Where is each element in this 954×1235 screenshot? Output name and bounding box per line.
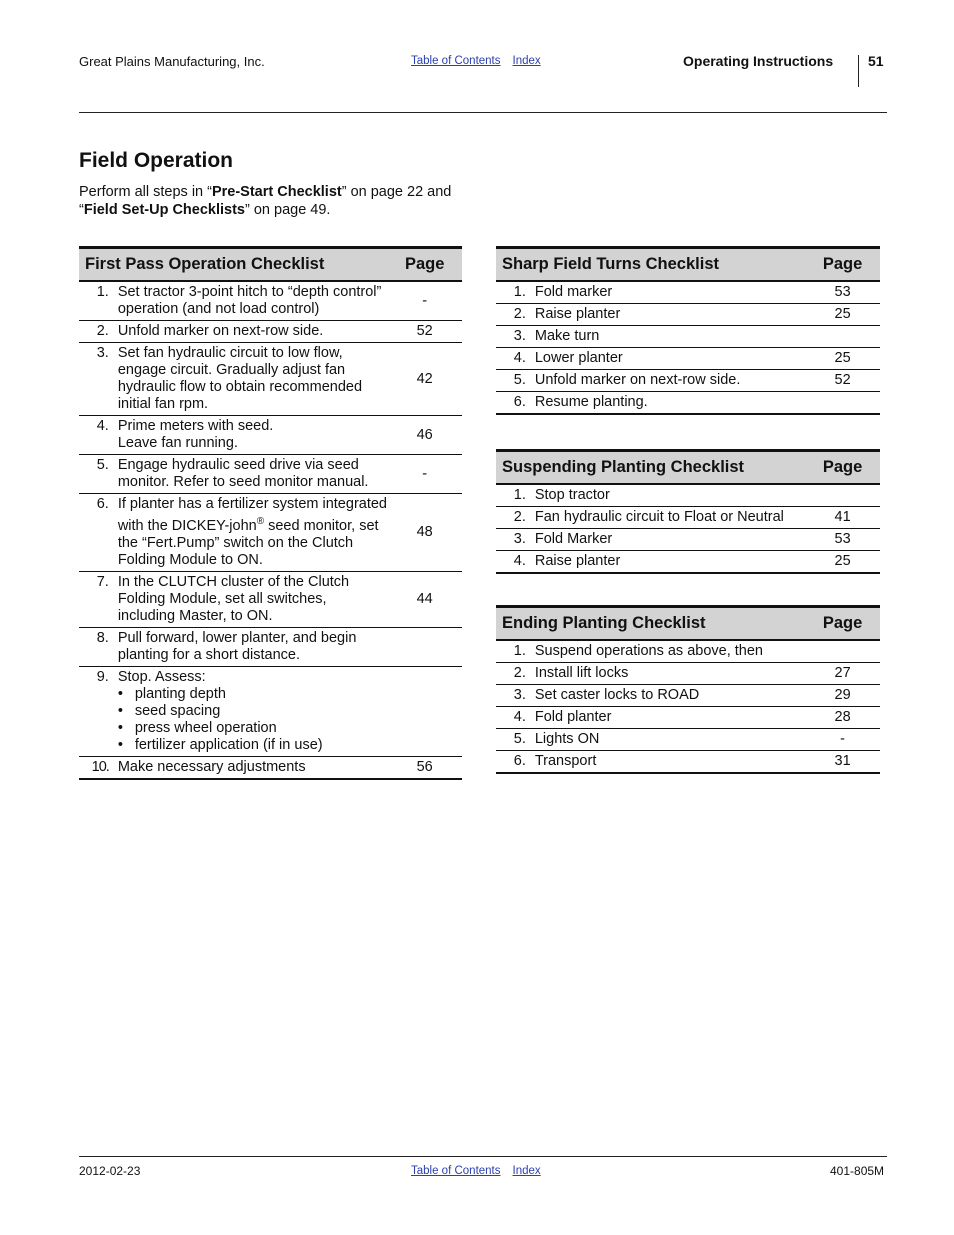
row-number: 3. bbox=[496, 529, 535, 551]
suspending-page-header: Page bbox=[805, 451, 880, 485]
table-row bbox=[496, 348, 880, 370]
bullet-item: • press wheel operation bbox=[118, 720, 388, 737]
row-text-line: Leave fan running. bbox=[117, 435, 238, 451]
header-toc-link[interactable]: Table of Contents bbox=[411, 55, 501, 67]
row-page bbox=[805, 484, 880, 507]
row-number: 2. bbox=[496, 663, 535, 685]
row-text: Make necessary adjustments bbox=[118, 756, 388, 779]
row-text bbox=[118, 666, 388, 756]
ending-checklist bbox=[496, 605, 880, 774]
row-number: 3. bbox=[79, 343, 118, 416]
intro-paragraph bbox=[79, 183, 469, 219]
table-row bbox=[496, 304, 880, 326]
row-number: 2. bbox=[496, 507, 535, 529]
table-row bbox=[496, 507, 880, 529]
row-text-b: seed monitor, set the “Fert.Pump” switch on the Clutch Folding Module to ON. bbox=[117, 517, 379, 568]
intro-text-2: ” on page 22 and “ bbox=[79, 184, 452, 218]
ending-title: Ending Planting Checklist bbox=[496, 607, 805, 641]
bullet-item: • planting depth bbox=[118, 686, 388, 703]
table-row bbox=[496, 392, 880, 415]
row-page: 28 bbox=[805, 707, 880, 729]
bullet-item: • fertilizer application (if in use) bbox=[118, 737, 388, 754]
row-number: 5. bbox=[79, 455, 118, 494]
table-row bbox=[496, 707, 880, 729]
row-number: 1. bbox=[496, 640, 535, 663]
row-text: Fold planter bbox=[535, 707, 805, 729]
row-number: 2. bbox=[496, 304, 535, 326]
header-nav bbox=[411, 55, 553, 67]
table-row bbox=[79, 281, 462, 321]
row-text: Fold marker bbox=[535, 281, 805, 304]
sharp-turns-checklist bbox=[496, 246, 880, 415]
row-text: Set caster locks to ROAD bbox=[535, 685, 805, 707]
table-row bbox=[496, 551, 880, 574]
row-number: 7. bbox=[79, 571, 118, 627]
row-number: 9. bbox=[79, 666, 118, 756]
table-row bbox=[79, 666, 462, 756]
row-page: 25 bbox=[805, 348, 880, 370]
table-row bbox=[79, 343, 462, 416]
row-text: Unfold marker on next-row side. bbox=[118, 321, 388, 343]
table-row bbox=[79, 416, 462, 455]
row-page bbox=[805, 392, 880, 415]
intro-text-3: ” on page 49. bbox=[245, 202, 331, 218]
intro-text-1: Perform all steps in “ bbox=[79, 184, 212, 200]
row-number: 5. bbox=[496, 729, 535, 751]
table-row bbox=[496, 685, 880, 707]
row-page: 25 bbox=[805, 551, 880, 574]
suspending-title: Suspending Planting Checklist bbox=[496, 451, 805, 485]
row-text: Raise planter bbox=[535, 304, 805, 326]
row-number: 10. bbox=[79, 756, 118, 779]
company-name: Great Plains Manufacturing, Inc. bbox=[79, 54, 265, 69]
row-number: 2. bbox=[79, 321, 118, 343]
footer-date: 2012-02-23 bbox=[79, 1164, 141, 1178]
table-row bbox=[79, 455, 462, 494]
row-text-line: Stop. Assess: bbox=[117, 668, 206, 685]
row-text: Fan hydraulic circuit to Float or Neutral bbox=[535, 507, 805, 529]
row-page: 41 bbox=[805, 507, 880, 529]
footer-doc-number: 401-805M bbox=[830, 1164, 885, 1178]
row-text: Unfold marker on next-row side. bbox=[535, 370, 805, 392]
table-row bbox=[79, 321, 462, 343]
row-number: 3. bbox=[496, 685, 535, 707]
row-number: 6. bbox=[496, 392, 535, 415]
row-text: In the CLUTCH cluster of the Clutch Folding Module, set all switches, including Master, to ON. bbox=[118, 571, 388, 627]
row-text: Suspend operations as above, then bbox=[535, 640, 805, 663]
footer-index-link[interactable]: Index bbox=[512, 1165, 541, 1177]
table-row bbox=[496, 663, 880, 685]
row-text-a: If planter has a fertilizer system integrated with the DICKEY-john bbox=[117, 496, 387, 534]
bullet-item: • seed spacing bbox=[118, 703, 388, 720]
assess-bullet-list bbox=[118, 686, 388, 754]
row-text: Engage hydraulic seed drive via seed monitor. Refer to seed monitor manual. bbox=[118, 455, 388, 494]
row-page: - bbox=[387, 281, 462, 321]
row-page: 29 bbox=[805, 685, 880, 707]
row-page: - bbox=[387, 455, 462, 494]
section-title: Operating Instructions bbox=[683, 53, 834, 69]
first-pass-checklist bbox=[79, 246, 462, 780]
registered-mark: ® bbox=[256, 516, 265, 527]
row-text: Lower planter bbox=[535, 348, 805, 370]
row-page: 42 bbox=[387, 343, 462, 416]
first-pass-title: First Pass Operation Checklist bbox=[79, 248, 387, 282]
row-page: 25 bbox=[805, 304, 880, 326]
ending-page-header: Page bbox=[805, 607, 880, 641]
header-rule bbox=[79, 112, 887, 113]
row-page: 52 bbox=[387, 321, 462, 343]
intro-bold-1: Pre-Start Checklist bbox=[211, 184, 342, 200]
table-row bbox=[496, 751, 880, 774]
row-page: 27 bbox=[805, 663, 880, 685]
table-row bbox=[496, 529, 880, 551]
row-text: Make turn bbox=[535, 326, 805, 348]
row-text: Install lift locks bbox=[535, 663, 805, 685]
table-row bbox=[79, 494, 462, 572]
footer-toc-link[interactable]: Table of Contents bbox=[411, 1165, 501, 1177]
row-text: Lights ON bbox=[535, 729, 805, 751]
table-row bbox=[79, 627, 462, 666]
row-number: 4. bbox=[496, 707, 535, 729]
row-page bbox=[805, 326, 880, 348]
table-row bbox=[496, 281, 880, 304]
row-text: Set fan hydraulic circuit to low flow, engage circuit. Gradually adjust fan hydraulic flow to obtain recommended initial fan rpm. bbox=[118, 343, 388, 416]
row-text: Transport bbox=[535, 751, 805, 774]
table-row bbox=[496, 326, 880, 348]
row-text bbox=[118, 494, 388, 572]
row-number: 4. bbox=[79, 416, 118, 455]
row-number: 1. bbox=[496, 484, 535, 507]
row-number: 8. bbox=[79, 627, 118, 666]
page-number: 51 bbox=[868, 53, 884, 69]
footer-rule bbox=[79, 1156, 887, 1157]
table-row bbox=[496, 640, 880, 663]
row-text-line: Prime meters with seed. bbox=[117, 418, 274, 434]
row-number: 6. bbox=[496, 751, 535, 774]
row-text: Pull forward, lower planter, and begin planting for a short distance. bbox=[118, 627, 388, 666]
row-text: Raise planter bbox=[535, 551, 805, 574]
intro-bold-2: Field Set-Up Checklists bbox=[83, 202, 245, 218]
row-text: Stop tractor bbox=[535, 484, 805, 507]
row-page: 53 bbox=[805, 529, 880, 551]
table-row bbox=[496, 729, 880, 751]
row-number: 5. bbox=[496, 370, 535, 392]
row-page: 52 bbox=[805, 370, 880, 392]
table-row bbox=[496, 370, 880, 392]
row-page: 56 bbox=[387, 756, 462, 779]
row-text: Fold Marker bbox=[535, 529, 805, 551]
row-page: - bbox=[805, 729, 880, 751]
row-page bbox=[805, 640, 880, 663]
row-text: Resume planting. bbox=[535, 392, 805, 415]
row-page: 48 bbox=[387, 494, 462, 572]
row-number: 4. bbox=[496, 551, 535, 574]
row-number: 6. bbox=[79, 494, 118, 572]
row-page: 44 bbox=[387, 571, 462, 627]
row-number: 1. bbox=[496, 281, 535, 304]
sharp-turns-page-header: Page bbox=[805, 248, 880, 282]
header-divider bbox=[858, 55, 859, 87]
row-page: 53 bbox=[805, 281, 880, 304]
row-number: 4. bbox=[496, 348, 535, 370]
row-text: Set tractor 3-point hitch to “depth control” operation (and not load control) bbox=[118, 281, 388, 321]
footer-nav bbox=[411, 1165, 553, 1177]
row-page: 46 bbox=[387, 416, 462, 455]
page-title: Field Operation bbox=[79, 149, 234, 172]
row-page bbox=[387, 666, 462, 756]
sharp-turns-title: Sharp Field Turns Checklist bbox=[496, 248, 805, 282]
row-page: 31 bbox=[805, 751, 880, 774]
row-text bbox=[118, 416, 388, 455]
suspending-checklist bbox=[496, 449, 880, 574]
row-page bbox=[387, 627, 462, 666]
table-row bbox=[79, 756, 462, 779]
table-row bbox=[496, 484, 880, 507]
first-pass-page-header: Page bbox=[387, 248, 462, 282]
header-index-link[interactable]: Index bbox=[512, 55, 541, 67]
row-number: 3. bbox=[496, 326, 535, 348]
row-number: 1. bbox=[79, 281, 118, 321]
table-row bbox=[79, 571, 462, 627]
